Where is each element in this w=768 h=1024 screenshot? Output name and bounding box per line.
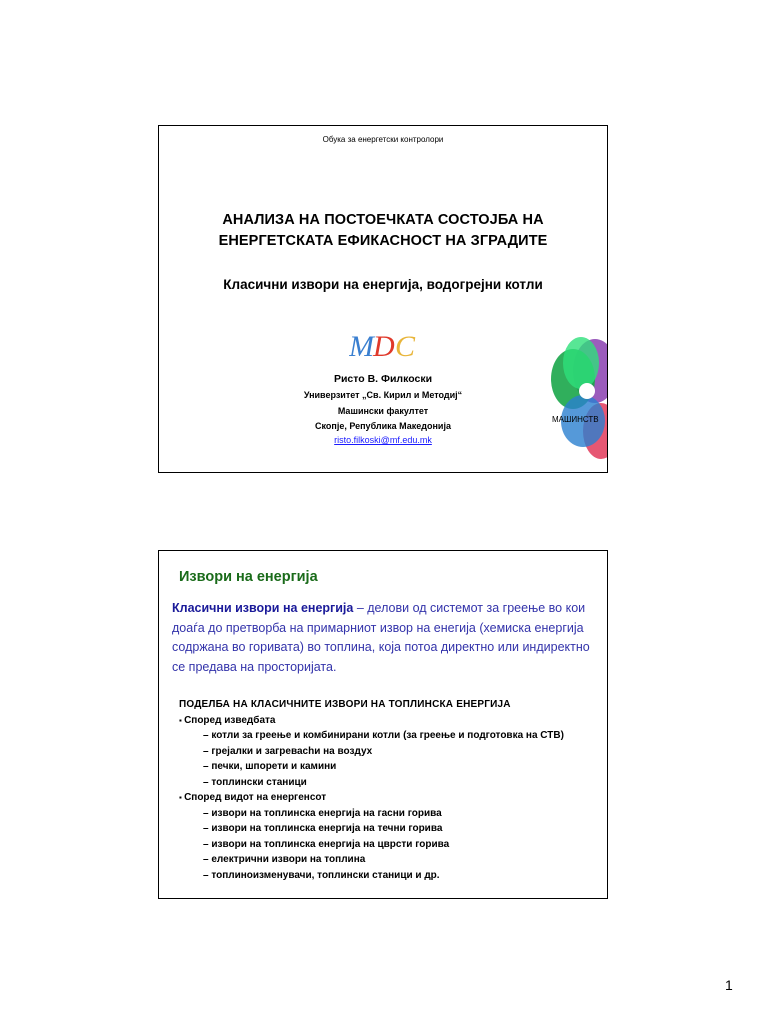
author-email-link[interactable]: risto.filkoski@mf.edu.mk (334, 435, 432, 445)
classification-heading: ПОДЕЛБА НА КЛАСИЧНИТЕ ИЗВОРИ НА ТОПЛИНСКА ЕНЕРГИЈА (179, 699, 511, 710)
group-label: ▪ Според изведбата (179, 713, 564, 729)
slide-title-line-1: АНАЛИЗА НА ПОСТОЕЧКАТА СОСТОЈБА НА (222, 212, 544, 228)
intro-text: – делови од системот за греење во кои доаѓа до претворба на примарниот извор на енегија (хемиска енергија содржана во горивата) во топлина, која потоа директно или индиректно се предава на просториjата. (172, 601, 590, 674)
mdc-logo (349, 329, 421, 361)
slide-header: Обука за енергетски контролори (322, 135, 444, 144)
slide-title: Извори на енергија (179, 569, 318, 585)
list-item: – топлински станици (179, 775, 564, 791)
svg-text:C: C (395, 330, 416, 361)
slide-1 (158, 125, 608, 473)
page-number: 1 (725, 977, 733, 993)
classification-list (179, 697, 564, 883)
list-item: – електрични извори на топлина (179, 852, 564, 868)
affiliation-university: Универзитет „Св. Кирил и Методиј“ (303, 390, 463, 400)
author-name: Ристо В. Филкоски (333, 373, 433, 385)
list-item: – извори на топлинска енергија на цврсти горива (179, 837, 564, 853)
affiliation-location: Скопје, Република Македонија (315, 421, 451, 431)
affiliation-faculty: Машински факултет (337, 406, 429, 416)
group-label: ▪ Според видот на енергенсот (179, 790, 564, 806)
list-item: – печки, шпорети и камини (179, 759, 564, 775)
intro-paragraph (172, 599, 597, 677)
svg-text:D: D (373, 330, 395, 361)
list-item: – извори на топлинска енергија на течни горива (179, 821, 564, 837)
faculty-logo-label: МАШИНСТВ (552, 415, 599, 424)
slide-title (169, 210, 597, 252)
faculty-logo (547, 331, 608, 461)
slide-subtitle: Класични извори на енергија, водогрејни котли (223, 277, 543, 292)
intro-lead: Класични извори на енергија (172, 601, 354, 615)
list-item: – извори на топлинска енергија на гасни горива (179, 806, 564, 822)
list-item: – котли за греење и комбинирани котли (за греење и подготовка на СТВ) (179, 728, 564, 744)
svg-text:M: M (349, 330, 374, 361)
slide-2 (158, 550, 608, 899)
list-item: – топлиноизменувачи, топлински станици и др. (179, 868, 564, 884)
list-item: – грејалки и загреваchи на воздух (179, 744, 564, 760)
slide-title-line-2: ЕНЕРГЕТСКАТА ЕФИКАСНОСТ НА ЗГРАДИТЕ (218, 233, 548, 249)
